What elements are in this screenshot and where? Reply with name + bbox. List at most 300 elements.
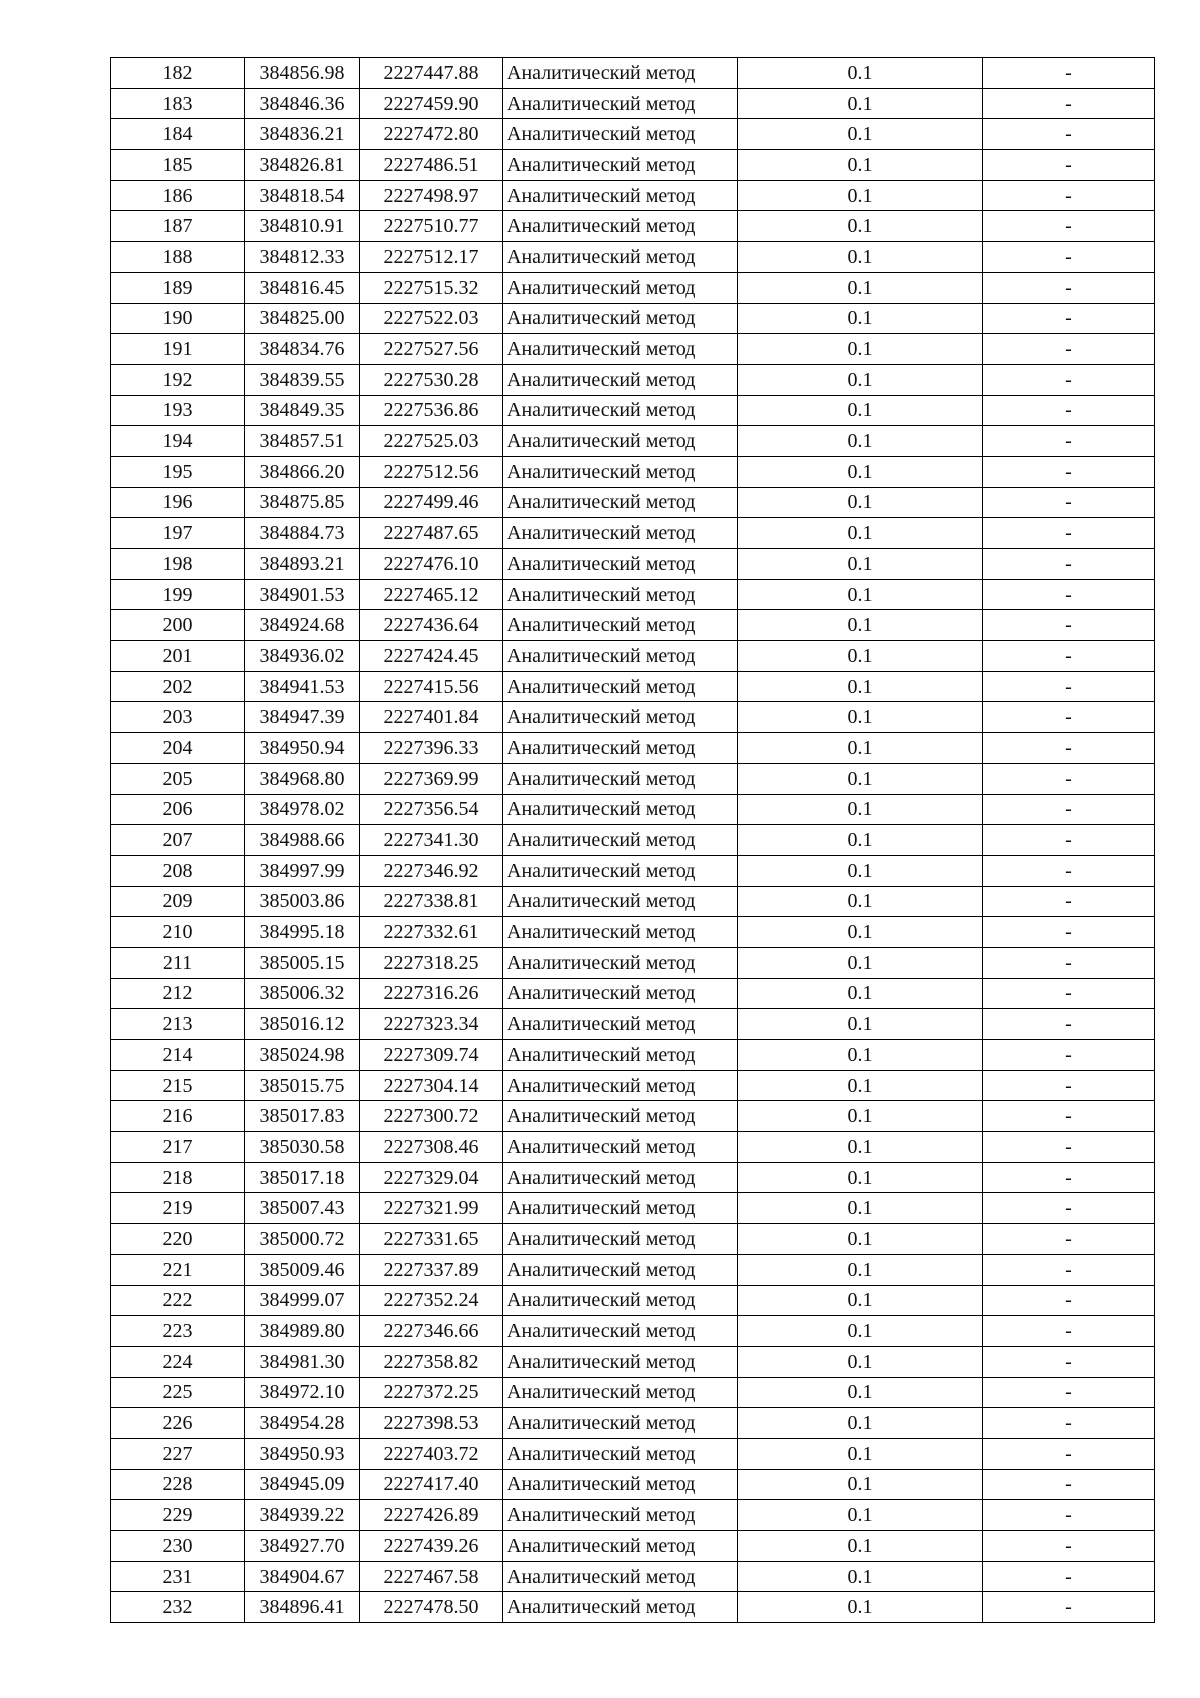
accuracy-cell: 0.1	[738, 58, 983, 89]
y-coordinate-cell: 2227527.56	[360, 334, 503, 365]
point-number-cell: 197	[111, 518, 245, 549]
point-number-cell: 224	[111, 1346, 245, 1377]
accuracy-cell: 0.1	[738, 855, 983, 886]
method-cell: Аналитический метод	[503, 579, 738, 610]
x-coordinate-cell: 384812.33	[245, 242, 360, 273]
table-row	[111, 1408, 1155, 1439]
accuracy-cell: 0.1	[738, 763, 983, 794]
x-coordinate-cell: 384856.98	[245, 58, 360, 89]
y-coordinate-cell: 2227499.46	[360, 487, 503, 518]
point-number-cell: 226	[111, 1408, 245, 1439]
accuracy-cell: 0.1	[738, 886, 983, 917]
table-row	[111, 549, 1155, 580]
note-cell: -	[983, 180, 1155, 211]
coordinates-table	[110, 57, 1155, 1623]
accuracy-cell: 0.1	[738, 1408, 983, 1439]
method-cell: Аналитический метод	[503, 211, 738, 242]
point-number-cell: 205	[111, 763, 245, 794]
table-row	[111, 978, 1155, 1009]
accuracy-cell: 0.1	[738, 1561, 983, 1592]
table-row	[111, 1438, 1155, 1469]
accuracy-cell: 0.1	[738, 1531, 983, 1562]
y-coordinate-cell: 2227512.56	[360, 456, 503, 487]
note-cell: -	[983, 1438, 1155, 1469]
point-number-cell: 199	[111, 579, 245, 610]
point-number-cell: 211	[111, 947, 245, 978]
accuracy-cell: 0.1	[738, 272, 983, 303]
point-number-cell: 195	[111, 456, 245, 487]
note-cell: -	[983, 1500, 1155, 1531]
table-row	[111, 334, 1155, 365]
x-coordinate-cell: 384941.53	[245, 671, 360, 702]
accuracy-cell: 0.1	[738, 487, 983, 518]
x-coordinate-cell: 385015.75	[245, 1070, 360, 1101]
table-row	[111, 886, 1155, 917]
method-cell: Аналитический метод	[503, 1377, 738, 1408]
y-coordinate-cell: 2227459.90	[360, 88, 503, 119]
table-row	[111, 150, 1155, 181]
point-number-cell: 229	[111, 1500, 245, 1531]
point-number-cell: 196	[111, 487, 245, 518]
point-number-cell: 214	[111, 1040, 245, 1071]
note-cell: -	[983, 1561, 1155, 1592]
method-cell: Аналитический метод	[503, 487, 738, 518]
note-cell: -	[983, 58, 1155, 89]
x-coordinate-cell: 384947.39	[245, 702, 360, 733]
point-number-cell: 188	[111, 242, 245, 273]
y-coordinate-cell: 2227331.65	[360, 1224, 503, 1255]
x-coordinate-cell: 384988.66	[245, 825, 360, 856]
accuracy-cell: 0.1	[738, 1224, 983, 1255]
x-coordinate-cell: 384981.30	[245, 1346, 360, 1377]
accuracy-cell: 0.1	[738, 549, 983, 580]
point-number-cell: 219	[111, 1193, 245, 1224]
table-row	[111, 671, 1155, 702]
method-cell: Аналитический метод	[503, 794, 738, 825]
x-coordinate-cell: 385009.46	[245, 1254, 360, 1285]
point-number-cell: 203	[111, 702, 245, 733]
point-number-cell: 187	[111, 211, 245, 242]
method-cell: Аналитический метод	[503, 242, 738, 273]
method-cell: Аналитический метод	[503, 1592, 738, 1623]
table-row	[111, 947, 1155, 978]
table-row	[111, 180, 1155, 211]
table-row	[111, 364, 1155, 395]
accuracy-cell: 0.1	[738, 88, 983, 119]
coordinates-table-body	[111, 58, 1155, 1623]
y-coordinate-cell: 2227309.74	[360, 1040, 503, 1071]
x-coordinate-cell: 385017.18	[245, 1162, 360, 1193]
accuracy-cell: 0.1	[738, 1009, 983, 1040]
note-cell: -	[983, 1193, 1155, 1224]
note-cell: -	[983, 610, 1155, 641]
x-coordinate-cell: 384810.91	[245, 211, 360, 242]
note-cell: -	[983, 272, 1155, 303]
accuracy-cell: 0.1	[738, 334, 983, 365]
note-cell: -	[983, 794, 1155, 825]
note-cell: -	[983, 1469, 1155, 1500]
method-cell: Аналитический метод	[503, 303, 738, 334]
y-coordinate-cell: 2227536.86	[360, 395, 503, 426]
note-cell: -	[983, 763, 1155, 794]
table-row	[111, 518, 1155, 549]
point-number-cell: 186	[111, 180, 245, 211]
note-cell: -	[983, 119, 1155, 150]
note-cell: -	[983, 1224, 1155, 1255]
table-row	[111, 579, 1155, 610]
accuracy-cell: 0.1	[738, 364, 983, 395]
x-coordinate-cell: 384950.93	[245, 1438, 360, 1469]
method-cell: Аналитический метод	[503, 1132, 738, 1163]
point-number-cell: 191	[111, 334, 245, 365]
table-row	[111, 395, 1155, 426]
method-cell: Аналитический метод	[503, 272, 738, 303]
y-coordinate-cell: 2227515.32	[360, 272, 503, 303]
method-cell: Аналитический метод	[503, 364, 738, 395]
point-number-cell: 228	[111, 1469, 245, 1500]
point-number-cell: 193	[111, 395, 245, 426]
table-row	[111, 1469, 1155, 1500]
accuracy-cell: 0.1	[738, 119, 983, 150]
note-cell: -	[983, 947, 1155, 978]
method-cell: Аналитический метод	[503, 1285, 738, 1316]
y-coordinate-cell: 2227346.92	[360, 855, 503, 886]
accuracy-cell: 0.1	[738, 947, 983, 978]
y-coordinate-cell: 2227341.30	[360, 825, 503, 856]
method-cell: Аналитический метод	[503, 733, 738, 764]
point-number-cell: 207	[111, 825, 245, 856]
accuracy-cell: 0.1	[738, 303, 983, 334]
accuracy-cell: 0.1	[738, 242, 983, 273]
method-cell: Аналитический метод	[503, 518, 738, 549]
method-cell: Аналитический метод	[503, 1346, 738, 1377]
table-row	[111, 1162, 1155, 1193]
accuracy-cell: 0.1	[738, 1254, 983, 1285]
x-coordinate-cell: 384857.51	[245, 426, 360, 457]
y-coordinate-cell: 2227346.66	[360, 1316, 503, 1347]
point-number-cell: 222	[111, 1285, 245, 1316]
x-coordinate-cell: 384968.80	[245, 763, 360, 794]
y-coordinate-cell: 2227424.45	[360, 641, 503, 672]
point-number-cell: 230	[111, 1531, 245, 1562]
table-row	[111, 641, 1155, 672]
method-cell: Аналитический метод	[503, 855, 738, 886]
table-row	[111, 855, 1155, 886]
table-row	[111, 303, 1155, 334]
note-cell: -	[983, 1346, 1155, 1377]
note-cell: -	[983, 518, 1155, 549]
table-row	[111, 1224, 1155, 1255]
table-row	[111, 1193, 1155, 1224]
x-coordinate-cell: 384836.21	[245, 119, 360, 150]
accuracy-cell: 0.1	[738, 456, 983, 487]
method-cell: Аналитический метод	[503, 1254, 738, 1285]
x-coordinate-cell: 384999.07	[245, 1285, 360, 1316]
accuracy-cell: 0.1	[738, 426, 983, 457]
table-row	[111, 119, 1155, 150]
method-cell: Аналитический метод	[503, 1040, 738, 1071]
note-cell: -	[983, 1009, 1155, 1040]
x-coordinate-cell: 385016.12	[245, 1009, 360, 1040]
y-coordinate-cell: 2227417.40	[360, 1469, 503, 1500]
point-number-cell: 215	[111, 1070, 245, 1101]
point-number-cell: 227	[111, 1438, 245, 1469]
y-coordinate-cell: 2227356.54	[360, 794, 503, 825]
x-coordinate-cell: 384893.21	[245, 549, 360, 580]
x-coordinate-cell: 384936.02	[245, 641, 360, 672]
x-coordinate-cell: 384866.20	[245, 456, 360, 487]
table-row	[111, 1500, 1155, 1531]
x-coordinate-cell: 384826.81	[245, 150, 360, 181]
y-coordinate-cell: 2227522.03	[360, 303, 503, 334]
x-coordinate-cell: 384884.73	[245, 518, 360, 549]
method-cell: Аналитический метод	[503, 671, 738, 702]
note-cell: -	[983, 917, 1155, 948]
accuracy-cell: 0.1	[738, 825, 983, 856]
method-cell: Аналитический метод	[503, 1469, 738, 1500]
y-coordinate-cell: 2227512.17	[360, 242, 503, 273]
x-coordinate-cell: 384896.41	[245, 1592, 360, 1623]
point-number-cell: 204	[111, 733, 245, 764]
note-cell: -	[983, 426, 1155, 457]
y-coordinate-cell: 2227332.61	[360, 917, 503, 948]
point-number-cell: 182	[111, 58, 245, 89]
y-coordinate-cell: 2227476.10	[360, 549, 503, 580]
note-cell: -	[983, 1162, 1155, 1193]
x-coordinate-cell: 384875.85	[245, 487, 360, 518]
accuracy-cell: 0.1	[738, 1070, 983, 1101]
point-number-cell: 192	[111, 364, 245, 395]
table-row	[111, 1132, 1155, 1163]
point-number-cell: 184	[111, 119, 245, 150]
point-number-cell: 217	[111, 1132, 245, 1163]
method-cell: Аналитический метод	[503, 180, 738, 211]
method-cell: Аналитический метод	[503, 1224, 738, 1255]
note-cell: -	[983, 671, 1155, 702]
note-cell: -	[983, 579, 1155, 610]
method-cell: Аналитический метод	[503, 426, 738, 457]
y-coordinate-cell: 2227329.04	[360, 1162, 503, 1193]
method-cell: Аналитический метод	[503, 763, 738, 794]
y-coordinate-cell: 2227337.89	[360, 1254, 503, 1285]
accuracy-cell: 0.1	[738, 610, 983, 641]
y-coordinate-cell: 2227323.34	[360, 1009, 503, 1040]
accuracy-cell: 0.1	[738, 1040, 983, 1071]
y-coordinate-cell: 2227487.65	[360, 518, 503, 549]
y-coordinate-cell: 2227321.99	[360, 1193, 503, 1224]
note-cell: -	[983, 1285, 1155, 1316]
accuracy-cell: 0.1	[738, 395, 983, 426]
accuracy-cell: 0.1	[738, 1285, 983, 1316]
accuracy-cell: 0.1	[738, 1377, 983, 1408]
x-coordinate-cell: 384818.54	[245, 180, 360, 211]
method-cell: Аналитический метод	[503, 1162, 738, 1193]
note-cell: -	[983, 855, 1155, 886]
y-coordinate-cell: 2227372.25	[360, 1377, 503, 1408]
point-number-cell: 198	[111, 549, 245, 580]
method-cell: Аналитический метод	[503, 119, 738, 150]
x-coordinate-cell: 385024.98	[245, 1040, 360, 1071]
table-row	[111, 487, 1155, 518]
method-cell: Аналитический метод	[503, 702, 738, 733]
note-cell: -	[983, 549, 1155, 580]
note-cell: -	[983, 487, 1155, 518]
table-row	[111, 1592, 1155, 1623]
y-coordinate-cell: 2227352.24	[360, 1285, 503, 1316]
y-coordinate-cell: 2227403.72	[360, 1438, 503, 1469]
accuracy-cell: 0.1	[738, 794, 983, 825]
method-cell: Аналитический метод	[503, 1408, 738, 1439]
table-row	[111, 1009, 1155, 1040]
point-number-cell: 209	[111, 886, 245, 917]
x-coordinate-cell: 384849.35	[245, 395, 360, 426]
y-coordinate-cell: 2227472.80	[360, 119, 503, 150]
accuracy-cell: 0.1	[738, 1132, 983, 1163]
accuracy-cell: 0.1	[738, 1316, 983, 1347]
x-coordinate-cell: 384901.53	[245, 579, 360, 610]
x-coordinate-cell: 384816.45	[245, 272, 360, 303]
x-coordinate-cell: 384904.67	[245, 1561, 360, 1592]
method-cell: Аналитический метод	[503, 1101, 738, 1132]
method-cell: Аналитический метод	[503, 334, 738, 365]
table-row	[111, 1377, 1155, 1408]
x-coordinate-cell: 385005.15	[245, 947, 360, 978]
method-cell: Аналитический метод	[503, 886, 738, 917]
method-cell: Аналитический метод	[503, 917, 738, 948]
note-cell: -	[983, 1377, 1155, 1408]
table-row	[111, 1070, 1155, 1101]
y-coordinate-cell: 2227338.81	[360, 886, 503, 917]
accuracy-cell: 0.1	[738, 211, 983, 242]
point-number-cell: 185	[111, 150, 245, 181]
point-number-cell: 223	[111, 1316, 245, 1347]
point-number-cell: 221	[111, 1254, 245, 1285]
y-coordinate-cell: 2227358.82	[360, 1346, 503, 1377]
point-number-cell: 210	[111, 917, 245, 948]
x-coordinate-cell: 385003.86	[245, 886, 360, 917]
y-coordinate-cell: 2227398.53	[360, 1408, 503, 1439]
x-coordinate-cell: 384997.99	[245, 855, 360, 886]
table-row	[111, 456, 1155, 487]
x-coordinate-cell: 384978.02	[245, 794, 360, 825]
table-row	[111, 794, 1155, 825]
method-cell: Аналитический метод	[503, 1009, 738, 1040]
accuracy-cell: 0.1	[738, 1592, 983, 1623]
x-coordinate-cell: 384825.00	[245, 303, 360, 334]
y-coordinate-cell: 2227300.72	[360, 1101, 503, 1132]
point-number-cell: 218	[111, 1162, 245, 1193]
y-coordinate-cell: 2227401.84	[360, 702, 503, 733]
y-coordinate-cell: 2227316.26	[360, 978, 503, 1009]
point-number-cell: 213	[111, 1009, 245, 1040]
point-number-cell: 202	[111, 671, 245, 702]
x-coordinate-cell: 385017.83	[245, 1101, 360, 1132]
accuracy-cell: 0.1	[738, 1469, 983, 1500]
method-cell: Аналитический метод	[503, 58, 738, 89]
accuracy-cell: 0.1	[738, 641, 983, 672]
table-row	[111, 1346, 1155, 1377]
accuracy-cell: 0.1	[738, 1193, 983, 1224]
point-number-cell: 200	[111, 610, 245, 641]
note-cell: -	[983, 395, 1155, 426]
x-coordinate-cell: 385006.32	[245, 978, 360, 1009]
x-coordinate-cell: 384927.70	[245, 1531, 360, 1562]
accuracy-cell: 0.1	[738, 1101, 983, 1132]
accuracy-cell: 0.1	[738, 671, 983, 702]
accuracy-cell: 0.1	[738, 917, 983, 948]
point-number-cell: 216	[111, 1101, 245, 1132]
point-number-cell: 208	[111, 855, 245, 886]
y-coordinate-cell: 2227478.50	[360, 1592, 503, 1623]
y-coordinate-cell: 2227439.26	[360, 1531, 503, 1562]
y-coordinate-cell: 2227465.12	[360, 579, 503, 610]
accuracy-cell: 0.1	[738, 150, 983, 181]
point-number-cell: 225	[111, 1377, 245, 1408]
x-coordinate-cell: 384924.68	[245, 610, 360, 641]
method-cell: Аналитический метод	[503, 825, 738, 856]
method-cell: Аналитический метод	[503, 456, 738, 487]
point-number-cell: 232	[111, 1592, 245, 1623]
table-row	[111, 610, 1155, 641]
x-coordinate-cell: 384972.10	[245, 1377, 360, 1408]
accuracy-cell: 0.1	[738, 702, 983, 733]
point-number-cell: 212	[111, 978, 245, 1009]
y-coordinate-cell: 2227308.46	[360, 1132, 503, 1163]
table-row	[111, 1316, 1155, 1347]
table-row	[111, 825, 1155, 856]
method-cell: Аналитический метод	[503, 1500, 738, 1531]
x-coordinate-cell: 384950.94	[245, 733, 360, 764]
table-row	[111, 917, 1155, 948]
y-coordinate-cell: 2227436.64	[360, 610, 503, 641]
table-row	[111, 1531, 1155, 1562]
note-cell: -	[983, 641, 1155, 672]
table-row	[111, 272, 1155, 303]
table-row	[111, 1040, 1155, 1071]
note-cell: -	[983, 88, 1155, 119]
method-cell: Аналитический метод	[503, 1531, 738, 1562]
note-cell: -	[983, 1316, 1155, 1347]
y-coordinate-cell: 2227498.97	[360, 180, 503, 211]
note-cell: -	[983, 978, 1155, 1009]
table-row	[111, 211, 1155, 242]
point-number-cell: 189	[111, 272, 245, 303]
y-coordinate-cell: 2227304.14	[360, 1070, 503, 1101]
y-coordinate-cell: 2227486.51	[360, 150, 503, 181]
y-coordinate-cell: 2227467.58	[360, 1561, 503, 1592]
x-coordinate-cell: 384839.55	[245, 364, 360, 395]
table-row	[111, 1285, 1155, 1316]
x-coordinate-cell: 385030.58	[245, 1132, 360, 1163]
x-coordinate-cell: 384995.18	[245, 917, 360, 948]
x-coordinate-cell: 384834.76	[245, 334, 360, 365]
x-coordinate-cell: 385007.43	[245, 1193, 360, 1224]
y-coordinate-cell: 2227530.28	[360, 364, 503, 395]
method-cell: Аналитический метод	[503, 150, 738, 181]
accuracy-cell: 0.1	[738, 1438, 983, 1469]
note-cell: -	[983, 1254, 1155, 1285]
x-coordinate-cell: 384989.80	[245, 1316, 360, 1347]
note-cell: -	[983, 364, 1155, 395]
x-coordinate-cell: 384954.28	[245, 1408, 360, 1439]
accuracy-cell: 0.1	[738, 518, 983, 549]
point-number-cell: 220	[111, 1224, 245, 1255]
y-coordinate-cell: 2227396.33	[360, 733, 503, 764]
table-row	[111, 702, 1155, 733]
point-number-cell: 206	[111, 794, 245, 825]
method-cell: Аналитический метод	[503, 549, 738, 580]
x-coordinate-cell: 384939.22	[245, 1500, 360, 1531]
